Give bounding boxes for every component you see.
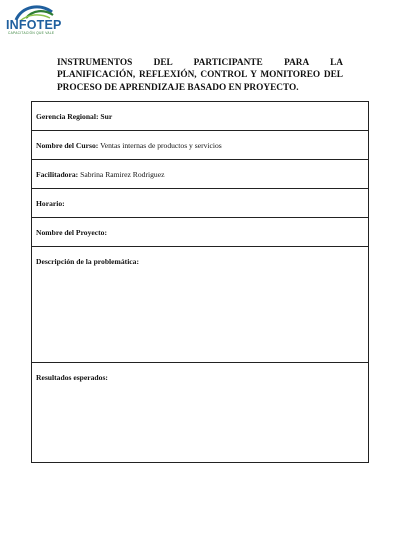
row-gerencia-regional bbox=[32, 102, 368, 131]
proyecto-label: Nombre del Proyecto: bbox=[36, 228, 107, 237]
horario-label: Horario: bbox=[36, 199, 65, 208]
facilitadora-value: Sabrina Ramirez Rodriguez bbox=[80, 170, 165, 179]
document-title: INSTRUMENTOS DEL PARTICIPANTE PARA LA PLANIFICACIÓN, REFLEXIÓN, CONTROL Y MONITOREO DEL PROCESO DE APRENDIZAJE BASADO EN PROYECTO. bbox=[57, 58, 343, 93]
logo-tagline: CAPACITACIÓN QUE VALE bbox=[8, 31, 55, 35]
row-facilitadora bbox=[32, 160, 368, 189]
descripcion-label: Descripción de la problemática: bbox=[36, 257, 139, 266]
facilitadora-label: Facilitadora: bbox=[36, 170, 79, 179]
gerencia-label: Gerencia Regional: bbox=[36, 112, 99, 121]
participant-form-table bbox=[31, 101, 369, 463]
row-nombre-proyecto bbox=[32, 218, 368, 247]
curso-value: Ventas internas de productos y servicios bbox=[100, 141, 222, 150]
infotep-logo bbox=[6, 4, 68, 38]
resultados-label: Resultados esperados: bbox=[36, 373, 108, 382]
row-horario bbox=[32, 189, 368, 218]
row-nombre-curso bbox=[32, 131, 368, 160]
logo-wordmark: INFOTEP bbox=[6, 18, 62, 32]
row-resultados-esperados bbox=[32, 363, 368, 462]
gerencia-value: Sur bbox=[100, 112, 113, 121]
curso-label: Nombre del Curso: bbox=[36, 141, 99, 150]
row-descripcion-problematica bbox=[32, 247, 368, 363]
